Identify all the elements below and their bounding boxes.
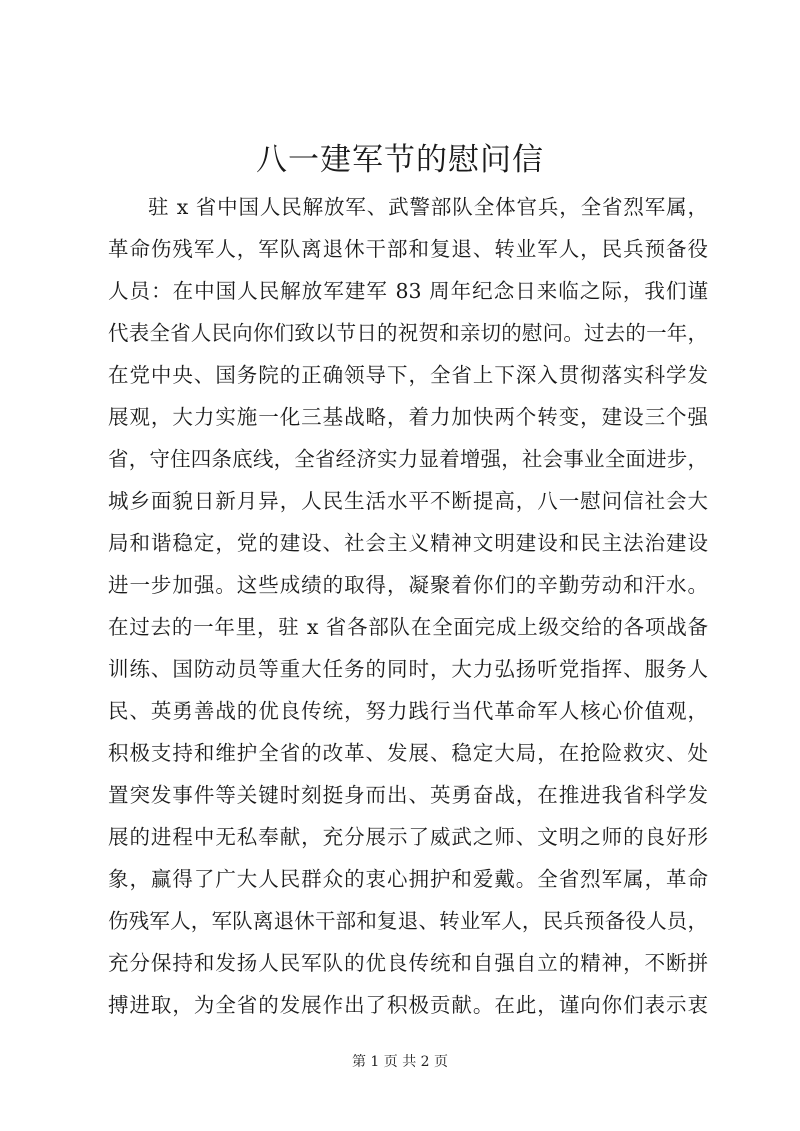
body-line: 象，赢得了广大人民群众的衷心拥护和爱戴。全省烈军属，革命 <box>108 867 708 891</box>
body-line: 积极支持和维护全省的改革、发展、稳定大局，在抢险救灾、处 <box>108 741 708 765</box>
body-line: 革命伤残军人，军队离退休干部和复退、转业军人，民兵预备役 <box>108 237 708 261</box>
body-line: 代表全省人民向你们致以节日的祝贺和亲切的慰问。过去的一年， <box>108 321 708 345</box>
body-line: 驻 x 省中国人民解放军、武警部队全体官兵，全省烈军属， <box>148 195 708 219</box>
body-line: 展观，大力实施一化三基战略，着力加快两个转变，建设三个强 <box>108 405 708 429</box>
document-title: 八一建军节的慰问信 <box>256 142 544 178</box>
letter-body <box>108 186 708 1026</box>
body-line: 置突发事件等关键时刻挺身而出、英勇奋战，在推进我省科学发 <box>108 783 708 807</box>
body-line: 民、英勇善战的优良传统，努力践行当代革命军人核心价值观， <box>108 699 708 723</box>
body-line: 局和谐稳定，党的建设、社会主义精神文明建设和民主法治建设 <box>108 531 708 555</box>
page-footer: 第 1 页 共 2 页 <box>351 1054 449 1070</box>
body-line: 省，守住四条底线，全省经济实力显着增强，社会事业全面进步， <box>108 447 708 471</box>
body-line: 城乡面貌日新月异，人民生活水平不断提高，八一慰问信社会大 <box>108 489 708 513</box>
body-line: 在过去的一年里，驻 x 省各部队在全面完成上级交给的各项战备 <box>108 615 708 639</box>
body-line: 展的进程中无私奉献，充分展示了威武之师、文明之师的良好形 <box>108 825 708 849</box>
body-line: 在党中央、国务院的正确领导下，全省上下深入贯彻落实科学发 <box>108 363 708 387</box>
body-line: 充分保持和发扬人民军队的优良传统和自强自立的精神，不断拼 <box>108 951 708 975</box>
body-line: 搏进取，为全省的发展作出了积极贡献。在此，谨向你们表示衷 <box>108 993 708 1017</box>
body-line: 人员：在中国人民解放军建军 83 周年纪念日来临之际，我们谨 <box>108 279 708 303</box>
body-line: 伤残军人，军队离退休干部和复退、转业军人，民兵预备役人员， <box>108 909 708 933</box>
body-line: 进一步加强。这些成绩的取得，凝聚着你们的辛勤劳动和汗水。 <box>108 573 708 597</box>
body-line: 训练、国防动员等重大任务的同时，大力弘扬听党指挥、服务人 <box>108 657 708 681</box>
